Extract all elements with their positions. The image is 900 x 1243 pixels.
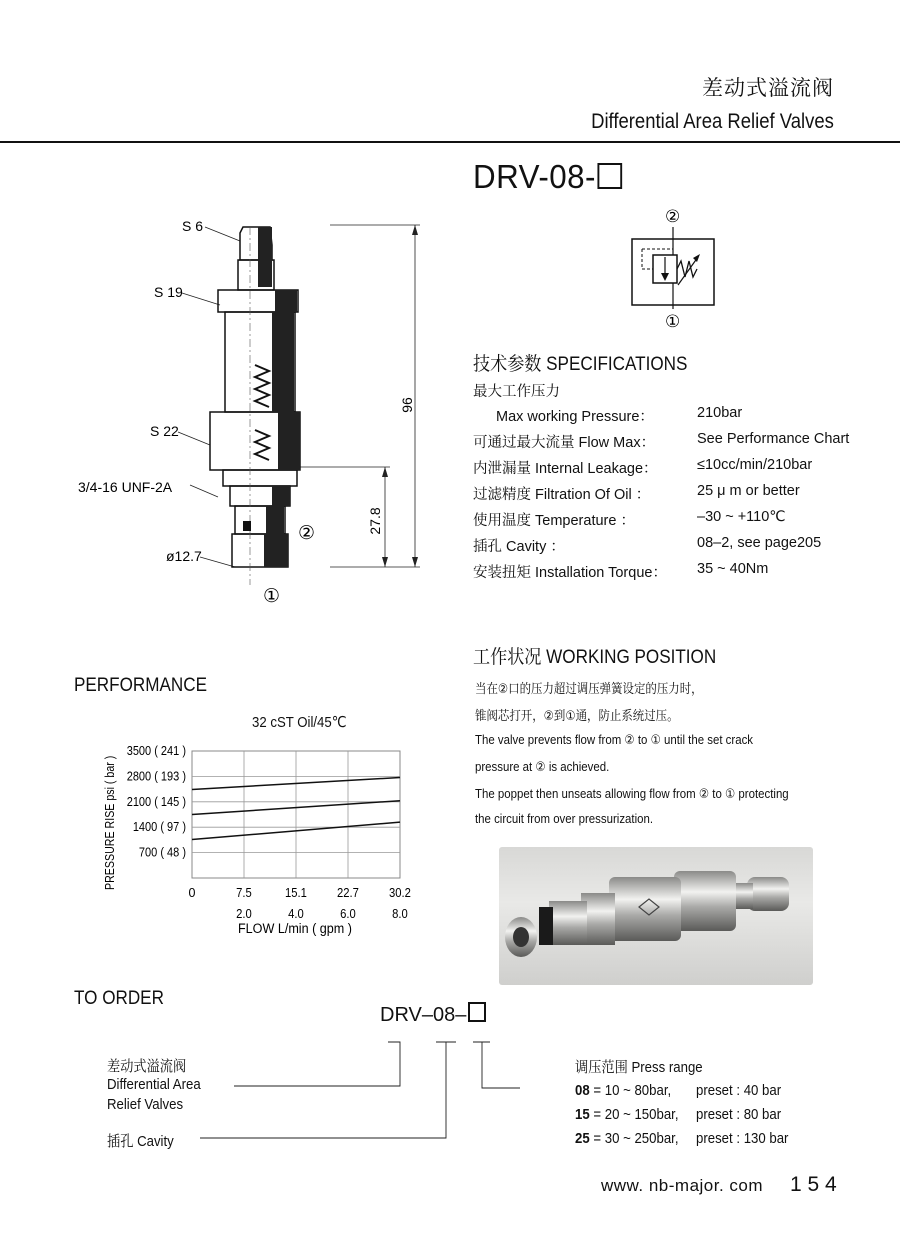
x-tick-label: 7.5: [236, 885, 252, 901]
working-line: pressure at ② is achieved.: [475, 759, 610, 774]
symbol-port1: ①: [665, 312, 681, 330]
y-tick-label: 1400 ( 97 ): [132, 820, 186, 835]
x-tick-label: 15.1: [285, 885, 307, 901]
spec-value: –30 ~ +110℃: [697, 509, 786, 525]
spec-value: See Performance Chart: [697, 431, 850, 447]
working-line: The poppet then unseats allowing flow from ② to ① protecting: [475, 786, 789, 801]
x-tick-label-gpm: 2.0: [236, 906, 252, 922]
y-tick-label: 700 ( 48 ): [138, 845, 186, 860]
header-divider: [0, 141, 900, 143]
thread-label: 3/4-16 UNF-2A: [78, 479, 173, 495]
order-option-box: [468, 1002, 486, 1022]
option-box: [598, 163, 623, 189]
spec-value: ≤10cc/min/210bar: [697, 457, 813, 473]
order-cavity: 插孔 Cavity: [107, 1133, 174, 1150]
spec-label: 过滤精度 Filtration Of Oil ：: [473, 487, 651, 503]
x-tick-label-gpm: 8.0: [392, 906, 408, 922]
working-line: 当在②口的压力超过调压弹簧设定的压力时，: [475, 681, 703, 696]
x-tick-zero: 0: [188, 886, 196, 900]
dim-27-8-label: 27.8: [367, 507, 383, 535]
press-range-row: 25 = 30 ~ 250bar,: [575, 1130, 679, 1147]
dim-96-label: 96: [399, 397, 415, 413]
chart-x-label: FLOW L/min ( gpm ): [238, 920, 352, 937]
spec-label: 安装扭矩 Installation Torque：: [473, 565, 667, 581]
working-line: the circuit from over pressurization.: [475, 811, 654, 826]
symbol-port2: ②: [665, 207, 681, 226]
y-tick-label: 2800 ( 193 ): [126, 769, 186, 784]
x-tick-label: 30.2: [389, 885, 411, 901]
specifications-title: 技术参数 SPECIFICATIONS: [473, 354, 688, 375]
header-title-en: Differential Area Relief Valves: [591, 110, 834, 133]
page-number: 1 5 4: [790, 1173, 837, 1196]
order-leader-lines: [190, 1030, 520, 1145]
y-tick-label: 2100 ( 145 ): [126, 795, 186, 809]
spec-label: 使用温度 Temperature ：: [473, 513, 635, 529]
spec-label: 插孔 Cavity ：: [473, 539, 565, 555]
preset-value: preset : 130 bar: [696, 1130, 789, 1147]
model-number: DRV-08-: [473, 158, 623, 196]
spec-label: 最大工作压力: [473, 384, 560, 400]
chart-y-label: PRESSURE RISE psi ( bar ): [101, 755, 118, 890]
spec-label: 可通过最大流量 Flow Max：: [473, 435, 656, 451]
x-tick-label-gpm: 6.0: [340, 906, 356, 922]
working-line: The valve prevents flow from ② to ① until the set crack: [475, 732, 754, 747]
spec-label: 内泄漏量 Internal Leakage：: [473, 461, 658, 477]
spec-value: 25 μ m or better: [697, 483, 800, 499]
to-order-title: TO ORDER: [74, 988, 164, 1009]
performance-title: PERFORMANCE: [74, 675, 208, 696]
preset-value: preset : 40 bar: [696, 1082, 782, 1099]
s6-label: S 6: [182, 218, 204, 234]
press-range-row: 08 = 10 ~ 80bar,: [575, 1082, 672, 1099]
footer-url: www. nb-major. com: [601, 1176, 764, 1195]
x-tick-label: 22.7: [337, 885, 359, 901]
product-photo: [499, 847, 813, 985]
performance-chart: [95, 735, 425, 940]
order-valve-en: Relief Valves: [107, 1096, 184, 1113]
press-range-row: 15 = 20 ~ 150bar,: [575, 1106, 679, 1123]
spec-value: 35 ~ 40Nm: [697, 561, 769, 577]
dia-label: ø12.7: [166, 548, 202, 564]
s22-label: S 22: [150, 423, 179, 439]
hydraulic-symbol: [620, 205, 730, 330]
header-title-cn: 差动式溢流阀: [702, 77, 834, 100]
preset-value: preset : 80 bar: [696, 1106, 782, 1123]
spec-label: Max working Pressure：: [496, 409, 654, 425]
chart-note: 32 cST Oil/45℃: [252, 714, 347, 731]
spec-value: 08–2, see page205: [697, 535, 822, 551]
press-range-title: 调压范围 Press range: [575, 1059, 703, 1076]
x-tick-label-gpm: 4.0: [288, 906, 304, 922]
order-valve-en: Differential Area: [107, 1076, 201, 1093]
order-valve-cn: 差动式溢流阀: [107, 1058, 187, 1075]
order-code: DRV–08–: [380, 1002, 486, 1027]
port2-label: ②: [298, 523, 316, 544]
port1-label: ①: [263, 586, 281, 607]
spec-value: 210bar: [697, 405, 743, 421]
y-tick-label: 3500 ( 241 ): [126, 744, 186, 759]
working-position-title: 工作状况 WORKING POSITION: [473, 647, 717, 668]
s19-label: S 19: [154, 284, 183, 300]
working-line: 锥阀芯打开，②到①通，防止系统过压。: [475, 708, 679, 723]
valve-section-drawing: [60, 205, 460, 615]
